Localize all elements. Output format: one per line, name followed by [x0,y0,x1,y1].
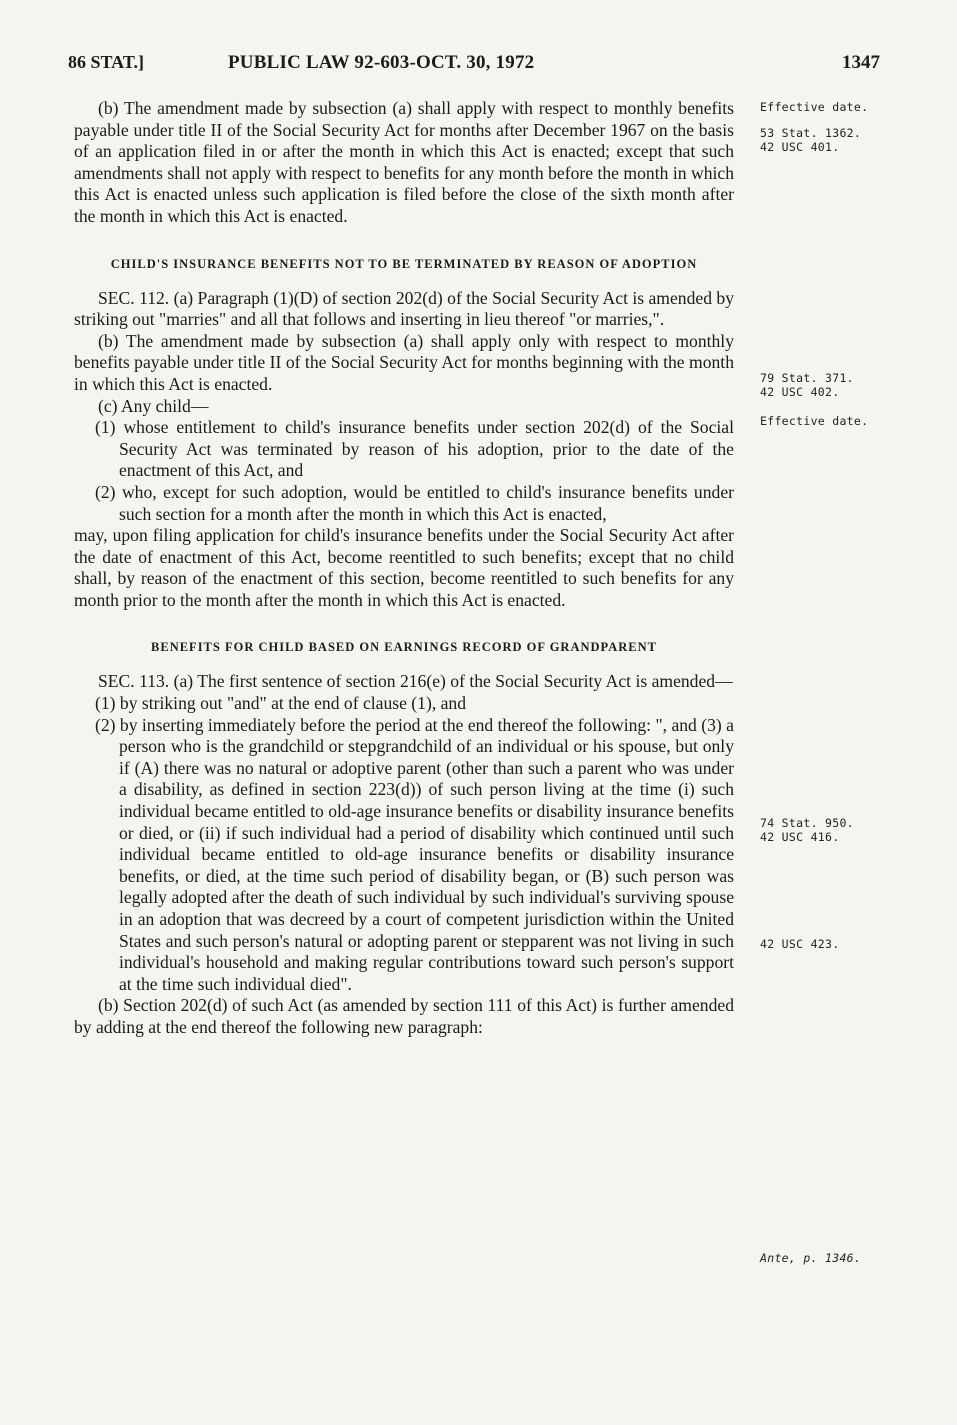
sec112-subsection-b: (b) The amendment made by subsection (a) shall apply only with respect to monthly benefits payable under title II of the Social Security Act for months beginning with the month in which this Act is enacted. [74,330,734,394]
sec113-label: SEC. 113. [98,671,170,692]
stat-reference: 86 STAT.] [68,52,145,72]
sec113-a-text: (a) The first sentence of section 216(e) of the Social Security Act is amended— [173,671,733,692]
margin-note-effective-date: Effective date. [760,414,869,428]
margin-note-statute: 53 Stat. 1362. [760,126,862,140]
margin-note-effective-date: Effective date. [760,100,869,114]
sec112-c-clause-2: (2) who, except for such adoption, would be entitled to child's insurance benefits under such section for a month after the month in which this Act is enacted, [95,481,734,524]
law-title: PUBLIC LAW 92-603-OCT. 30, 1972 [228,52,535,73]
margin-note-usc: 42 USC 416. [760,830,840,844]
sec112-c-clause-1: (1) whose entitlement to child's insurance benefits under section 202(d) of the Social Security Act was terminated by reason of his adoption, prior to the date of the enactment of this Act, and [95,417,734,481]
section-heading-adoption: CHILD'S INSURANCE BENEFITS NOT TO BE TERMINATED BY REASON OF ADOPTION [110,256,698,271]
section-heading-grandparent: BENEFITS FOR CHILD BASED ON EARNINGS RECORD OF GRANDPARENT [151,640,657,655]
sec112-subsection-c: (c) Any child— [98,395,209,416]
main-text-column [74,98,734,1039]
sec112-tail: may, upon filing application for child's insurance benefits under the Social Security Act after the date of enactment of this Act, become reentitled to such benefits; except that no child shall, by reason of the enactment of this section, become reentitled to such benefits for any month prior to the month after the month in which this Act is enacted. [74,525,734,610]
sec113-a-clause-2: (2) by inserting immediately before the period at the end thereof the following: ", and (3) a person who is the grandchild or stepgrandchild of an individual or his spouse, but only if (A) there was no natural or adoptive parent (other than such a parent who was under a disability, as defined in section 223(d)) of such person living at the time (i) such individual became entitled to old-age insurance benefits or disability insurance benefits or died, or (ii) if such individual had a period of disability which continued until such individual became entitled to old-age insurance benefits or disability insurance benefits, or died, at the time such period of disability began, or (B) such person was legally adopted after the death of such individual by such individual's surviving spouse in an adoption that was decreed by a court of competent jurisdiction within the United States and such person's natural or adopting parent or stepparent was not living in such individual's household and making regular contributions toward such person's support at the time such individual died". [95,714,734,994]
sec112-a-text: (a) Paragraph (1)(D) of section 202(d) of the Social Security Act is amended by striking out "marries" and all that follows and inserting in lieu thereof "or marries,". [74,287,734,330]
sec112-subsection-a [74,288,734,331]
margin-note-usc: 42 USC 401. [760,140,840,154]
margin-note-ante: Ante, p. 1346. [760,1251,862,1265]
sec113-subsection-b: (b) Section 202(d) of such Act (as amended by section 111 of this Act) is further amended by adding at the end thereof the following new paragraph: [74,995,734,1037]
margin-note-usc: 42 USC 423. [760,937,840,951]
margin-note-usc: 42 USC 402. [760,385,840,399]
page-number: 1347 [842,52,880,73]
sec113-a-clause-1: (1) by striking out "and" at the end of clause (1), and [95,693,467,714]
paragraph-effective-date: (b) The amendment made by subsection (a) shall apply with respect to monthly benefits payable under title II of the Social Security Act for months after December 1967 on the basis of an application filed in or after the month in which this Act is enacted; except that such amendments shall not apply with respect to benefits for any month before the month in which this Act is enacted unless such application is filed before the close of the sixth month after the month in which this Act is enacted. [74,98,734,226]
margin-note-statute: 74 Stat. 950. [760,816,854,830]
sec113-subsection-a [74,671,734,693]
page-header [68,52,880,84]
sec112-label: SEC. 112. [98,287,170,308]
margin-note-statute: 79 Stat. 371. [760,371,854,385]
